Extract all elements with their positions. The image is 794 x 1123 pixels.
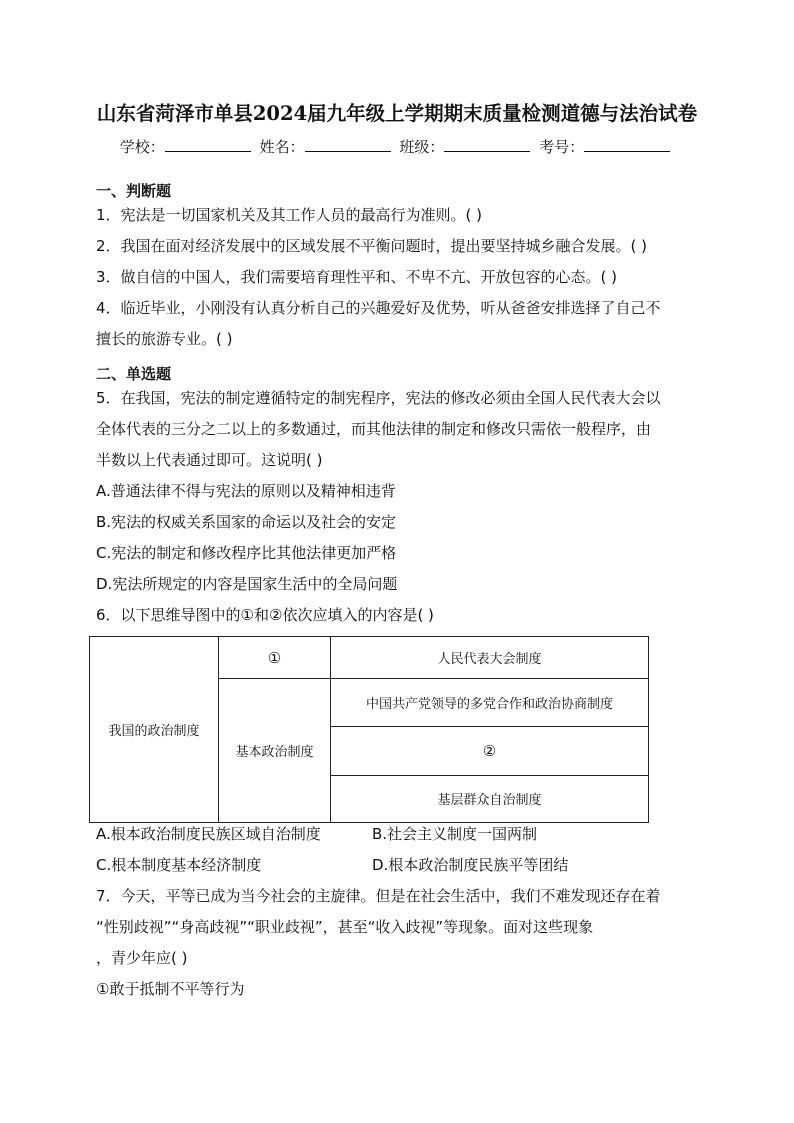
number-blank[interactable] bbox=[584, 137, 670, 152]
question-6-option-c: C.根本制度基本经济制度 bbox=[96, 856, 262, 874]
question-6: 6．以下思维导图中的①和②依次应填入的内容是( ) bbox=[96, 606, 434, 624]
question-5-option-c: C.宪法的制定和修改程序比其他法律更加严格 bbox=[96, 544, 397, 562]
question-7-line-3: ，青少年应( ) bbox=[96, 949, 188, 967]
question-5-option-a: A.普通法律不得与宪法的原则以及精神相违背 bbox=[96, 482, 396, 500]
question-5-line-3: 半数以上代表通过即可。这说明( ) bbox=[96, 451, 323, 469]
question-4-line-1: 4．临近毕业，小刚没有认真分析自己的兴趣爱好及优势，听从爸爸安排选择了自己不 bbox=[96, 299, 661, 317]
question-7-line-2: “性别歧视”“身高歧视”“职业歧视”，甚至“收入歧视”等现象。面对这些现象 bbox=[96, 918, 594, 936]
mind-map-row-2: 中国共产党领导的多党合作和政治协商制度 bbox=[331, 679, 649, 727]
question-7-option-1: ①敢于抵制不平等行为 bbox=[96, 980, 245, 998]
number-label: 考号： bbox=[539, 138, 585, 156]
mind-map-basic-system: 基本政治制度 bbox=[219, 679, 331, 823]
name-label: 姓名： bbox=[259, 138, 305, 156]
class-label: 班级： bbox=[399, 138, 445, 156]
mind-map-row-4: 基层群众自治制度 bbox=[331, 775, 649, 822]
question-3: 3．做自信的中国人，我们需要培育理性平和、不卑不亢、开放包容的心态。( ) bbox=[96, 268, 618, 286]
school-blank[interactable] bbox=[165, 137, 251, 152]
mind-map-root: 我国的政治制度 bbox=[90, 637, 219, 823]
question-6-option-d: D.根本政治制度民族平等团结 bbox=[372, 856, 569, 874]
mind-map-table bbox=[89, 636, 649, 823]
exam-title: 山东省菏泽市单县2024届九年级上学期期末质量检测道德与法治试卷 bbox=[96, 102, 698, 125]
class-blank[interactable] bbox=[444, 137, 530, 152]
question-6-option-a: A.根本政治制度民族区域自治制度 bbox=[96, 825, 321, 843]
question-5-line-2: 全体代表的三分之二以上的多数通过，而其他法律的制定和修改只需依一般程序，由 bbox=[96, 420, 652, 438]
question-7-line-1: 7．今天，平等已成为当今社会的主旋律。但是在社会生活中，我们不难发现还存在着 bbox=[96, 887, 661, 905]
student-info-line bbox=[0, 136, 794, 157]
mind-map-blank-2: ② bbox=[331, 727, 649, 775]
question-5-line-1: 5．在我国，宪法的制定遵循特定的制宪程序，宪法的修改必须由全国人民代表大会以 bbox=[96, 389, 661, 407]
name-blank[interactable] bbox=[305, 137, 391, 152]
section-judgment-heading: 一、判断题 bbox=[96, 182, 172, 200]
question-6-option-b: B.社会主义制度一国两制 bbox=[372, 825, 538, 843]
question-5-option-b: B.宪法的权威关系国家的命运以及社会的安定 bbox=[96, 513, 397, 531]
question-2: 2．我国在面对经济发展中的区域发展不平衡问题时，提出要坚持城乡融合发展。( ) bbox=[96, 237, 648, 255]
mind-map-blank-1: ① bbox=[219, 637, 331, 679]
question-5-option-d: D.宪法所规定的内容是国家生活中的全局问题 bbox=[96, 575, 398, 593]
question-4-line-2: 擅长的旅游专业。( ) bbox=[96, 330, 233, 348]
section-choice-heading: 二、单选题 bbox=[96, 365, 172, 383]
school-label: 学校： bbox=[119, 138, 165, 156]
mind-map-row-1: 人民代表大会制度 bbox=[331, 637, 649, 679]
question-1: 1．宪法是一切国家机关及其工作人员的最高行为准则。( ) bbox=[96, 206, 483, 224]
